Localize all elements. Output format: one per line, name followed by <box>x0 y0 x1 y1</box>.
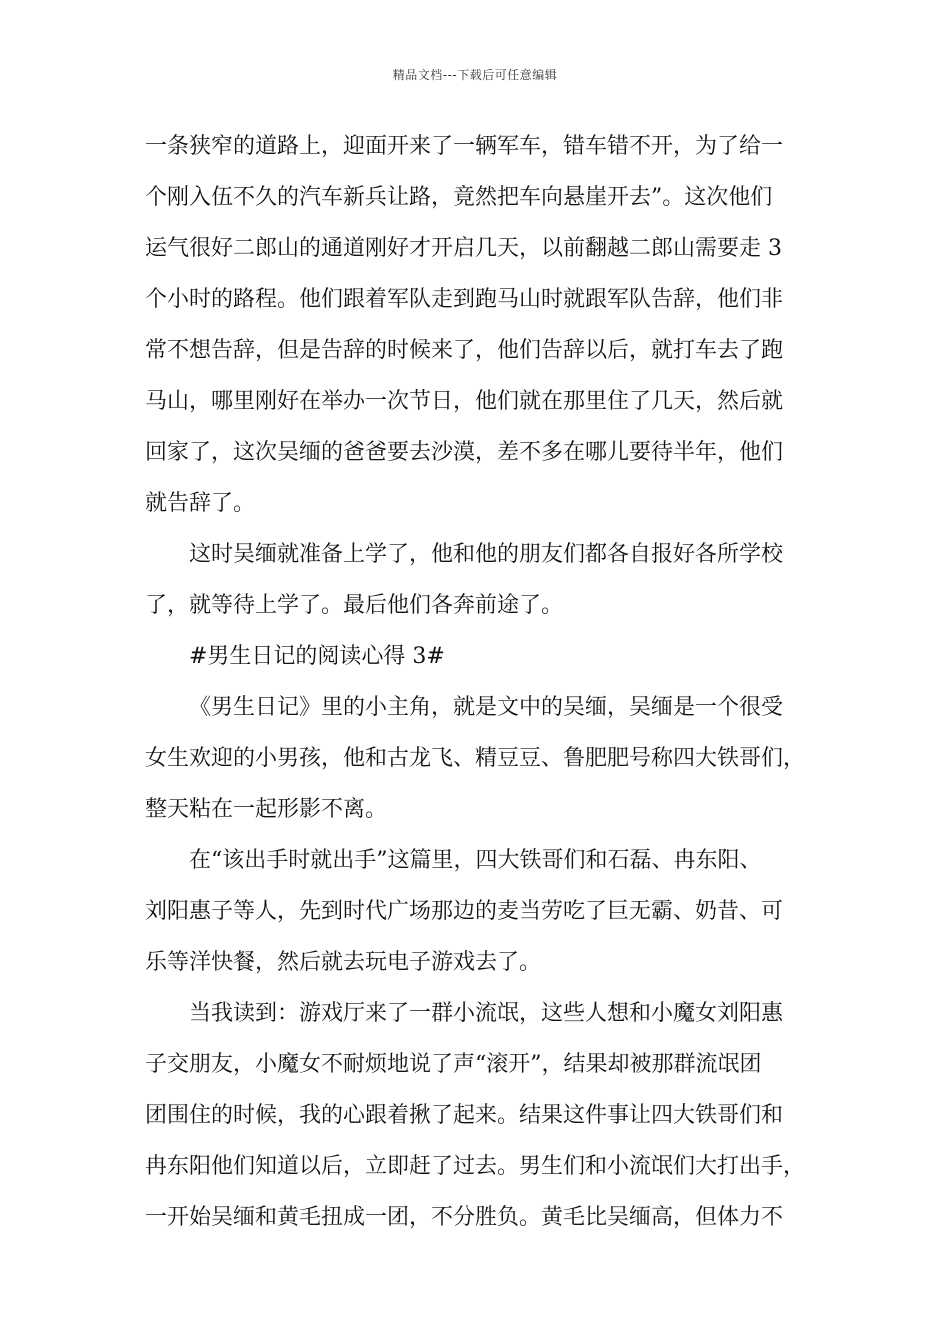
text-line: 这时吴缅就准备上学了，他和他的朋友们都各自报好各所学校 <box>189 542 784 567</box>
text-line: 就告辞了。 <box>145 491 256 516</box>
text-line: 乐等洋快餐，然后就去玩电子游戏去了。 <box>145 950 542 975</box>
text-line: 个刚入伍不久的汽车新兵让路，竟然把车向悬崖开去”。这次他们 <box>145 185 773 210</box>
text-line: 刘阳惠子等人，先到时代广场那边的麦当劳吃了巨无霸、奶昔、可 <box>145 899 784 924</box>
text-line: 运气很好二郎山的通道刚好才开启几天，以前翻越二郎山需要走 3 <box>145 236 782 261</box>
text-line: 马山，哪里刚好在举办一次节日，他们就在那里住了几天，然后就 <box>145 389 784 414</box>
text-line: 一条狭窄的道路上，迎面开来了一辆军车，错车错不开，为了给一 <box>145 134 784 159</box>
text-line: 了，就等待上学了。最后他们各奔前途了。 <box>145 593 564 618</box>
text-line: 《男生日记》里的小主角，就是文中的吴缅，吴缅是一个很受 <box>189 695 784 720</box>
text-line: 在“该出手时就出手”这篇里，四大铁哥们和石磊、冉东阳、 <box>189 848 762 873</box>
body-text <box>145 128 810 1250</box>
text-line: 一开始吴缅和黄毛扭成一团，不分胜负。黄毛比吴缅高，但体力不 <box>145 1205 784 1230</box>
text-line: 团围住的时候，我的心跟着揪了起来。结果这件事让四大铁哥们和 <box>145 1103 784 1128</box>
page-header: 精品文档---下载后可任意编辑 <box>392 68 558 82</box>
text-line: 整天粘在一起形影不离。 <box>145 797 388 822</box>
text-line: 子交朋友，小魔女不耐烦地说了声“滚开”，结果却被那群流氓团 <box>145 1052 762 1077</box>
text-line: 女生欢迎的小男孩，他和古龙飞、精豆豆、鲁肥肥号称四大铁哥们， <box>145 746 806 771</box>
text-line: 回家了，这次吴缅的爸爸要去沙漠，差不多在哪儿要待半年，他们 <box>145 440 784 465</box>
section-heading: #男生日记的阅读心得 3# <box>189 644 445 669</box>
text-line: 常不想告辞，但是告辞的时候来了，他们告辞以后，就打车去了跑 <box>145 338 784 363</box>
text-line: 当我读到：游戏厅来了一群小流氓，这些人想和小魔女刘阳惠 <box>189 1001 784 1026</box>
text-line: 冉东阳他们知道以后，立即赶了过去。男生们和小流氓们大打出手， <box>145 1154 806 1179</box>
text-line: 个小时的路程。他们跟着军队走到跑马山时就跟军队告辞，他们非 <box>145 287 784 312</box>
